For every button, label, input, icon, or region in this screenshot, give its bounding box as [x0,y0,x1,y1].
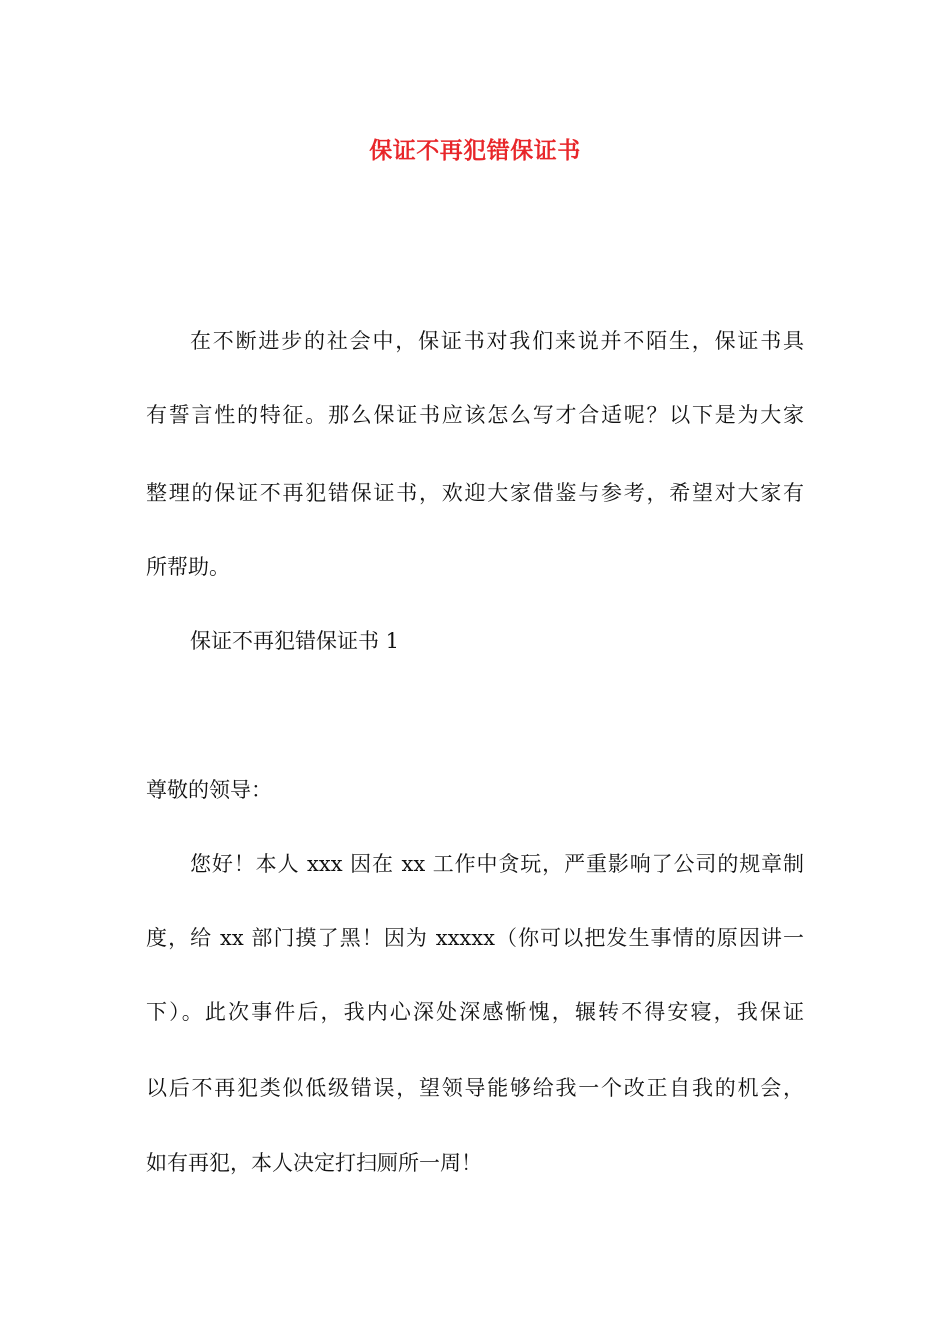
body-line-2: 度，给 xx 部门摸了黑！因为 xxxxx（你可以把发生事情的原因讲一 [146,926,804,950]
intro-line-1: 在不断进步的社会中，保证书对我们来说并不陌生，保证书具 [190,329,804,353]
document-title: 保证不再犯错保证书 [369,137,581,164]
salutation: 尊敬的领导： [146,778,272,802]
body-line-1: 您好！本人 xxx 因在 xx 工作中贪玩，严重影响了公司的规章制 [190,852,804,876]
body-line-5: 如有再犯，本人决定打扫厕所一周！ [146,1151,482,1175]
intro-line-2: 有誓言性的特征。那么保证书应该怎么写才合适呢？以下是为大家 [146,403,804,427]
intro-line-4: 所帮助。 [146,555,230,579]
section-heading: 保证不再犯错保证书 1 [190,629,400,653]
intro-line-3: 整理的保证不再犯错保证书，欢迎大家借鉴与参考，希望对大家有 [146,481,804,505]
body-line-4: 以后不再犯类似低级错误，望领导能够给我一个改正自我的机会， [146,1076,804,1100]
body-line-3: 下）。此次事件后，我内心深处深感惭愧，辗转不得安寝，我保证 [146,1000,804,1024]
